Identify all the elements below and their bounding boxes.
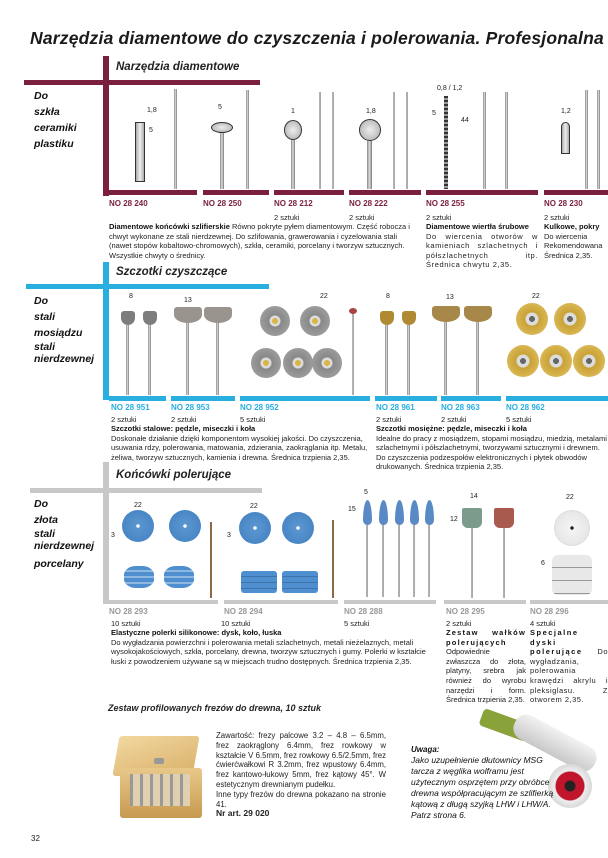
- product-code: NO 28 212: [274, 199, 313, 208]
- product-bar: [240, 396, 370, 401]
- section-title-brushes: Szczotki czyszczące: [116, 266, 228, 278]
- brush-shank-image: [148, 325, 151, 395]
- product-qty: 5 sztuki: [506, 415, 532, 424]
- desc-text: Równo pokryte pyłem diamentowym. Część robocza i chwyt wykonane ze stali nierdzewnej. Do szlifowania, grawerowania i cyzelowania stali (nawet stopów kobaltowo-chromowych), szkła, ceramiki, porcelany i tworzyw sztucznych. Wszystkie chwyty o średnicy.: [109, 222, 410, 260]
- drill-bit-image: [505, 92, 508, 189]
- product-bar: [375, 396, 437, 401]
- desc-title: Zestaw wałków polerujących: [446, 628, 526, 647]
- product-code: NO 28 953: [171, 403, 210, 412]
- silicone-wheel-stack-image: [241, 571, 277, 593]
- product-qty: 2 sztuki: [544, 213, 570, 222]
- section-title-diamond: Narzędzia diamentowe: [116, 61, 240, 73]
- product-code: NO 28 951: [111, 403, 150, 412]
- ball-bur-image: [284, 120, 302, 140]
- dim-label: 0,8 / 1,2: [437, 85, 463, 92]
- side-label-line: stali nierdzewnej: [34, 528, 95, 552]
- steel-wheel-image: [300, 306, 330, 336]
- side-label-line: Do: [34, 90, 48, 102]
- side-label-line: Do: [34, 498, 48, 510]
- brushes-horizontal-bar: [26, 284, 269, 289]
- side-label-line: złota: [34, 514, 58, 526]
- dim-label: 44: [461, 117, 469, 124]
- dim-label: 22: [532, 293, 540, 300]
- felt-disc-image: [554, 510, 590, 546]
- desc-title: Specjalne dyski polerujące: [530, 628, 583, 657]
- diamond-desc-main: [109, 222, 421, 260]
- brass-brush-image: [380, 311, 394, 325]
- product-code: NO 28 961: [376, 403, 415, 412]
- product-bar: [109, 190, 197, 195]
- bur-shank-image: [291, 140, 295, 189]
- desc-text: Do wiercenia otworów w kamieniach szlachetnych i półszlachetnych itp. Średnica chwytu 2,35.: [426, 231, 538, 270]
- product-qty: 4 sztuki: [530, 619, 556, 628]
- rollers-desc: [446, 628, 526, 705]
- bur-shank-image: [585, 90, 588, 189]
- side-label-diamond: [34, 88, 77, 152]
- polishers-vertical-bar: [103, 462, 109, 602]
- dim-label: 22: [320, 293, 328, 300]
- product-bar: [103, 600, 218, 604]
- product-qty: 2 sztuki: [446, 619, 472, 628]
- dim-label: 3: [111, 532, 115, 539]
- brush-shank-image: [476, 322, 479, 395]
- dim-label: 1,8: [147, 107, 157, 114]
- brass-wheel-image: [540, 345, 572, 377]
- product-qty: 10 sztuki: [221, 619, 251, 628]
- desc-title: Kulkowe, pokry: [544, 222, 600, 231]
- bur-shank-image: [319, 92, 321, 189]
- side-label-line: Do: [34, 295, 48, 307]
- shank-image: [398, 525, 400, 597]
- ball-drill-image: [561, 122, 570, 154]
- dim-label: 13: [184, 297, 192, 304]
- router-set-title: Zestaw profilowanych frezów do drewna, 10 sztuk: [108, 703, 322, 713]
- dim-label: 13: [446, 294, 454, 301]
- page-title: Narzędzia diamentowe do czyszczenia i polerowania. Profesjonalna: [30, 28, 604, 48]
- product-bar: [530, 600, 608, 604]
- flame-polisher-image: [395, 500, 404, 525]
- dim-label: 1,8: [366, 108, 376, 115]
- dim-label: 8: [386, 293, 390, 300]
- brush-shank-image: [385, 325, 388, 395]
- product-bar: [109, 396, 166, 401]
- desc-title: Diamentowe końcówki szlifierskie: [109, 222, 230, 231]
- product-bar: [171, 396, 235, 401]
- product-qty: 10 sztuki: [111, 619, 141, 628]
- mandrel-image: [332, 520, 334, 598]
- product-code: NO 28 222: [349, 199, 388, 208]
- desc-text: Idealne do pracy z mosiądzem, stopami mosiądzu, miedzią, metalami szlachetnymi i półszlachetnymi, tworzywami sztucznymi i drewnem. Do czyszczenia podzespołów elektronicznych i płytek obwodów drukowanych. Średnica trzpienia 2,35.: [376, 433, 607, 472]
- product-bar: [544, 190, 608, 195]
- side-label-line: szkła: [34, 106, 60, 118]
- bur-shank-image: [174, 89, 177, 189]
- side-label-line: stali nierdzewnej: [34, 341, 95, 365]
- diamond-vertical-bar: [103, 56, 109, 196]
- silicone-wheel-stack-image: [282, 571, 318, 593]
- steel-cup-image: [174, 307, 202, 323]
- brush-shank-image: [186, 323, 189, 395]
- shank-image: [503, 528, 505, 598]
- product-bar: [441, 396, 501, 401]
- brass-wheel-image: [554, 303, 586, 335]
- silicone-wheel-image: [239, 512, 271, 544]
- desc-title: Diamentowe wiertła śrubowe: [426, 222, 529, 231]
- dim-label: 15: [348, 506, 356, 513]
- felt-disc-stack-image: [552, 555, 592, 595]
- drill-bit-image: [444, 96, 448, 189]
- drill-bit-image: [483, 92, 486, 189]
- shank-image: [428, 525, 430, 597]
- dim-label: 1,2: [561, 108, 571, 115]
- discs-desc: [530, 628, 608, 705]
- steel-wheel-image: [251, 348, 281, 378]
- product-bar: [274, 190, 344, 195]
- mandrel-image: [210, 522, 212, 598]
- brush-shank-image: [444, 322, 447, 395]
- silicone-polishers-desc: [111, 628, 441, 666]
- mandrel-image: [352, 311, 354, 395]
- bur-shank-image: [220, 133, 224, 189]
- flame-polisher-image: [410, 500, 419, 525]
- side-label-line: ceramiki: [34, 122, 77, 134]
- router-set-content: Zawartość: frezy palcowe 3.2 – 4.8 – 6.5mm, frez zaokrąglony 6.4mm, frez rowkowy w kształcie V 6.5mm, frez rowkowy 6.5/2.5mm, frez ćwierćwałkowi R 3.2mm, frez wpustowy 6.4mm, frez kantowo-łukowy 5mm, frez kątowy 45°. W estetycznym drewnianym pudełku.: [216, 731, 386, 789]
- diamond-horizontal-bar: [24, 80, 260, 85]
- product-code: NO 28 255: [426, 199, 465, 208]
- side-label-brushes: [34, 293, 100, 365]
- side-label-polishers: [34, 496, 100, 572]
- product-code: NO 28 296: [530, 607, 569, 616]
- steel-cup-image: [204, 307, 232, 323]
- dim-label: 1: [291, 108, 295, 115]
- bur-shank-image: [367, 141, 372, 189]
- polishers-horizontal-bar: [30, 488, 262, 493]
- desc-text: Odpowiednie zwłaszcza do złota, platyny, srebra jak również do wyrobu narzędzi i form. Średnica trzpienia 2,35.: [446, 647, 526, 705]
- silicone-stack-image: [164, 566, 194, 588]
- dim-label: 8: [129, 293, 133, 300]
- steel-brush-image: [121, 311, 135, 325]
- dim-label: 22: [250, 503, 258, 510]
- side-label-line: porcelany: [34, 558, 84, 570]
- red-roller-image: [494, 508, 514, 528]
- product-qty: 2 sztuki: [349, 213, 375, 222]
- flame-polisher-image: [425, 500, 434, 525]
- dim-label: 5: [432, 110, 436, 117]
- product-bar: [444, 600, 526, 604]
- desc-text: Doskonałe działanie dzięki komponentom wysokiej jakości. Do czyszczenia, usuwania rdzy, polerowania, matowania, zdzierania, zaokrąglania itp. Metalu, żeliwa, tworzyw sztucznych, kamienia i drewna. Średnica trzpienia 2,35.: [111, 433, 368, 462]
- shank-image: [471, 528, 473, 598]
- router-set-desc: [216, 731, 386, 819]
- steel-wheel-image: [260, 306, 290, 336]
- side-label-line: mosiądzu: [34, 327, 83, 339]
- dim-label: 5: [218, 104, 222, 111]
- product-code: NO 28 293: [109, 607, 148, 616]
- silicone-wheel-image: [282, 512, 314, 544]
- brass-wheel-image: [516, 303, 548, 335]
- product-code: NO 28 294: [224, 607, 263, 616]
- dim-label: 6: [541, 560, 545, 567]
- product-code: NO 28 230: [544, 199, 583, 208]
- note-box: [411, 744, 561, 821]
- product-qty: 2 sztuki: [111, 415, 137, 424]
- diamond-desc-ball: [544, 222, 608, 260]
- page-number: 32: [31, 834, 40, 843]
- bur-shank-image: [332, 92, 334, 189]
- dim-label: 3: [227, 532, 231, 539]
- dim-label: 5: [364, 489, 368, 496]
- bur-shank-image: [393, 92, 395, 189]
- dim-label: 22: [566, 494, 574, 501]
- mandrel-head-image: [349, 308, 357, 314]
- side-label-line: stali: [34, 311, 56, 323]
- product-code: NO 28 962: [506, 403, 545, 412]
- steel-brushes-desc: [111, 424, 369, 462]
- silicone-disc-image: [122, 510, 154, 542]
- brass-wheel-image: [507, 345, 539, 377]
- product-qty: 5 sztuki: [240, 415, 266, 424]
- bur-shank-image: [597, 90, 600, 189]
- router-set-art-no: Nr art. 29 020: [216, 808, 270, 819]
- product-code: NO 28 952: [240, 403, 279, 412]
- steel-wheel-image: [312, 348, 342, 378]
- product-code: NO 28 250: [203, 199, 242, 208]
- bur-shank-image: [406, 92, 408, 189]
- steel-brush-image: [143, 311, 157, 325]
- product-bar: [349, 190, 421, 195]
- product-code: NO 28 240: [109, 199, 148, 208]
- product-qty: 5 sztuki: [344, 619, 370, 628]
- product-bar: [203, 190, 269, 195]
- brush-shank-image: [407, 325, 410, 395]
- desc-title: Szczotki stalowe: pędzle, miseczki i koła: [111, 424, 256, 433]
- silicone-disc-image: [169, 510, 201, 542]
- brass-brush-image: [402, 311, 416, 325]
- brushes-vertical-bar: [103, 262, 109, 400]
- desc-text: Do wygładzania powierzchni i polerowania metali szlachetnych, metali nieżelaznych, metali wysokojakościowych, szkła, porcelany, drewna, tworzyw sztucznych i gumy. Polerki w kształcie łuski z powodzeniem używane są w miejscach trudno dostępnych. Średnica trzpienia 2,35.: [111, 637, 426, 666]
- cylinder-bur-image: [135, 122, 145, 182]
- bur-shank-image: [246, 90, 249, 189]
- brush-shank-image: [216, 323, 219, 395]
- dim-label: 22: [134, 502, 142, 509]
- brass-cup-image: [464, 306, 492, 322]
- product-qty: 2 sztuki: [274, 213, 300, 222]
- brush-shank-image: [126, 325, 129, 395]
- lens-bur-image: [211, 122, 233, 133]
- flame-polisher-image: [379, 500, 388, 525]
- dim-label: 12: [450, 516, 458, 523]
- dim-label: 14: [470, 493, 478, 500]
- brass-cup-image: [432, 306, 460, 322]
- diamond-desc-drill: [426, 222, 538, 270]
- product-qty: 2 sztuki: [426, 213, 452, 222]
- ball-bur-image: [359, 119, 381, 141]
- product-code: NO 28 963: [441, 403, 480, 412]
- shank-image: [382, 525, 384, 597]
- section-title-polishers: Końcówki polerujące: [116, 469, 232, 481]
- product-bar: [344, 600, 436, 604]
- flame-polisher-image: [363, 500, 372, 525]
- product-bar: [506, 396, 608, 401]
- brass-wheel-image: [573, 345, 605, 377]
- product-code: NO 28 295: [446, 607, 485, 616]
- dim-label: 5: [149, 127, 153, 134]
- green-roller-image: [462, 508, 482, 528]
- side-label-line: plastiku: [34, 138, 74, 150]
- product-code: NO 28 288: [344, 607, 383, 616]
- product-bar: [224, 600, 338, 604]
- desc-title: Elastyczne polerki silikonowe: dysk, koło, łuska: [111, 628, 282, 637]
- router-set-more: Inne typy frezów do drewna pokazano na stronie 41.: [216, 789, 386, 809]
- shank-image: [366, 525, 368, 597]
- router-box-image: [112, 730, 204, 822]
- product-qty: 2 sztuki: [376, 415, 402, 424]
- steel-wheel-image: [283, 348, 313, 378]
- shank-image: [413, 525, 415, 597]
- silicone-stack-image: [124, 566, 154, 588]
- product-qty: 2 sztuki: [171, 415, 197, 424]
- product-qty: 2 sztuki: [441, 415, 467, 424]
- brass-brushes-desc: [376, 424, 608, 472]
- product-bar: [426, 190, 538, 195]
- desc-text: Do wygładzania, polerowania krawędzi akrylu i pleksiglasu. Z otworem 2,35.: [530, 647, 608, 705]
- desc-title: Szczotki mosiężne: pędzle, miseczki i koła: [376, 424, 527, 433]
- note-title: Uwaga:: [411, 745, 440, 754]
- note-text: Jako uzupełnienie dłutownicy MSG tarcza z węglika wolframu jest użytecznym osprzętem przy obróbce drewna współpracującym ze szlifierką kątową z długą szyjką LHW i LHW/A. Patrz strona 6.: [411, 755, 554, 820]
- desc-text: Do wiercenia Rekomendowana Średnica 2,35.: [544, 231, 603, 260]
